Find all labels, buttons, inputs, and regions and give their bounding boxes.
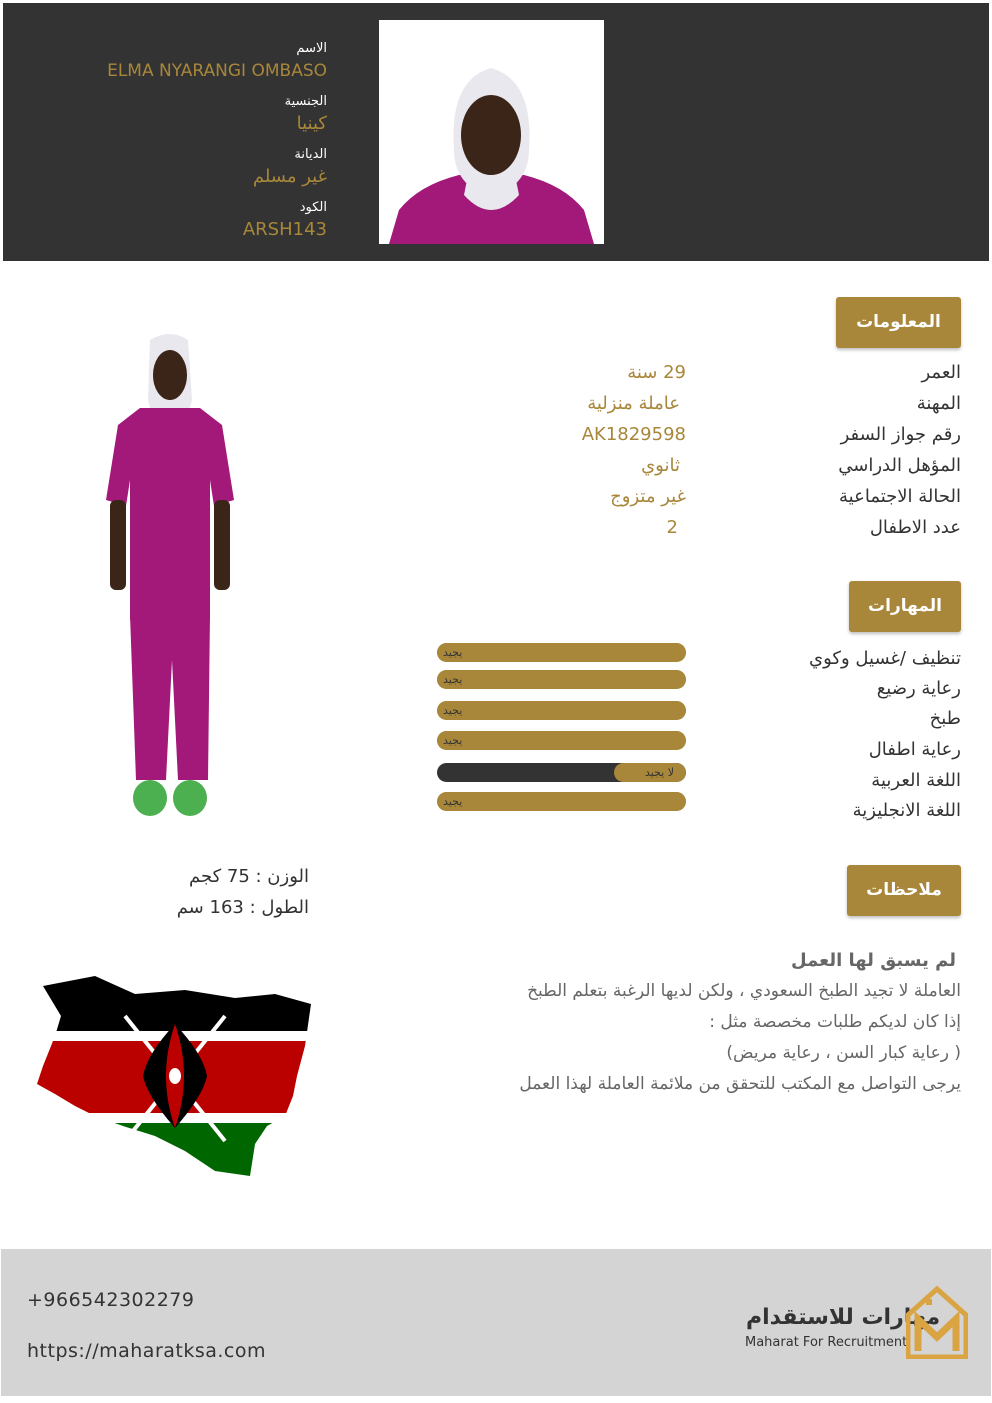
skill-label-arabic: اللغة العربية (871, 770, 961, 791)
skill-rating: يجيد (443, 795, 463, 808)
skill-rating: يجيد (443, 646, 463, 659)
notes-line-4: يرجى التواصل مع المكتب للتحقق من ملائمة العاملة لهذا العمل (519, 1074, 961, 1094)
kenya-flag-map (35, 976, 313, 1178)
skill-bar-fill (437, 670, 686, 689)
skill-bar (437, 763, 686, 782)
skill-label-child-care: رعاية اطفال (868, 739, 961, 760)
skill-label-english: اللغة الانجليزية (852, 800, 961, 821)
marital-label: الحالة الاجتماعية (839, 486, 961, 507)
children-value: 2 (666, 517, 678, 538)
worker-name: ELMA NYARANGI OMBASO (107, 61, 327, 81)
header-details (27, 41, 327, 253)
portrait-photo (379, 20, 604, 244)
skill-bar-fill (437, 643, 686, 662)
skills-section-title: المهارات (849, 581, 961, 632)
skill-rating: لا يجيد (644, 766, 674, 779)
skill-label-cooking: طبخ (929, 708, 961, 729)
age-value: 29 سنة (627, 362, 686, 383)
nationality-value: كينيا (296, 113, 327, 134)
passport-label: رقم جواز السفر (840, 424, 961, 445)
skill-bar-fill (437, 701, 686, 720)
notes-line-2: إذا كان لديكم طلبات مخصصة مثل : (709, 1012, 961, 1032)
religion-label: الديانة (294, 147, 327, 162)
nationality-label: الجنسية (284, 94, 327, 109)
children-label: عدد الاطفال (869, 517, 961, 538)
skill-bar-fill (437, 731, 686, 750)
logo-english: Maharat For Recruitment (745, 1335, 908, 1350)
weight-value: الوزن : 75 كجم (189, 866, 309, 887)
skill-bar-fill (437, 792, 686, 811)
height-value: الطول : 163 سم (176, 897, 309, 918)
website-link[interactable]: https://maharatksa.com (27, 1340, 267, 1362)
profession-value: عاملة منزلية (587, 393, 680, 414)
skill-rating: يجيد (443, 704, 463, 717)
skill-label-baby-care: رعاية رضيع (876, 678, 961, 699)
skill-rating: يجيد (443, 673, 463, 686)
education-value: ثانوي (641, 455, 680, 476)
age-label: العمر (921, 362, 961, 383)
notes-line-1: العاملة لا تجيد الطبخ السعودي ، ولكن لديها الرغبة بتعلم الطبخ (527, 981, 961, 1001)
notes-section-title: ملاحظات (847, 865, 961, 916)
footer (1, 1249, 991, 1396)
passport-value: AK1829598 (581, 424, 686, 445)
logo-arabic: مهارات للاستقدام (746, 1305, 941, 1330)
skill-label-cleaning: تنظيف /غسيل وكوي (809, 648, 961, 669)
name-label: الاسم (296, 41, 327, 56)
maharat-logo-icon (906, 1285, 968, 1359)
full-body-photo (100, 330, 240, 825)
notes-heading: لم يسبق لها العمل (791, 950, 956, 971)
code-value: ARSH143 (242, 219, 327, 240)
skill-bar (437, 701, 686, 720)
skill-rating: يجيد (443, 734, 463, 747)
notes-line-3: ( رعاية كبار السن ، رعاية مريض) (726, 1043, 961, 1063)
info-section-title: المعلومات (836, 297, 961, 348)
skill-bar (437, 731, 686, 750)
religion-value: غير مسلم (252, 166, 327, 187)
skill-bar (437, 670, 686, 689)
phone-number[interactable]: +966542302279 (27, 1289, 195, 1311)
code-label: الكود (299, 200, 327, 215)
profession-label: المهنة (916, 393, 961, 414)
skill-bar (437, 643, 686, 662)
skill-bar (437, 792, 686, 811)
marital-value: غير متزوج (610, 486, 686, 507)
education-label: المؤهل الدراسي (838, 455, 961, 476)
